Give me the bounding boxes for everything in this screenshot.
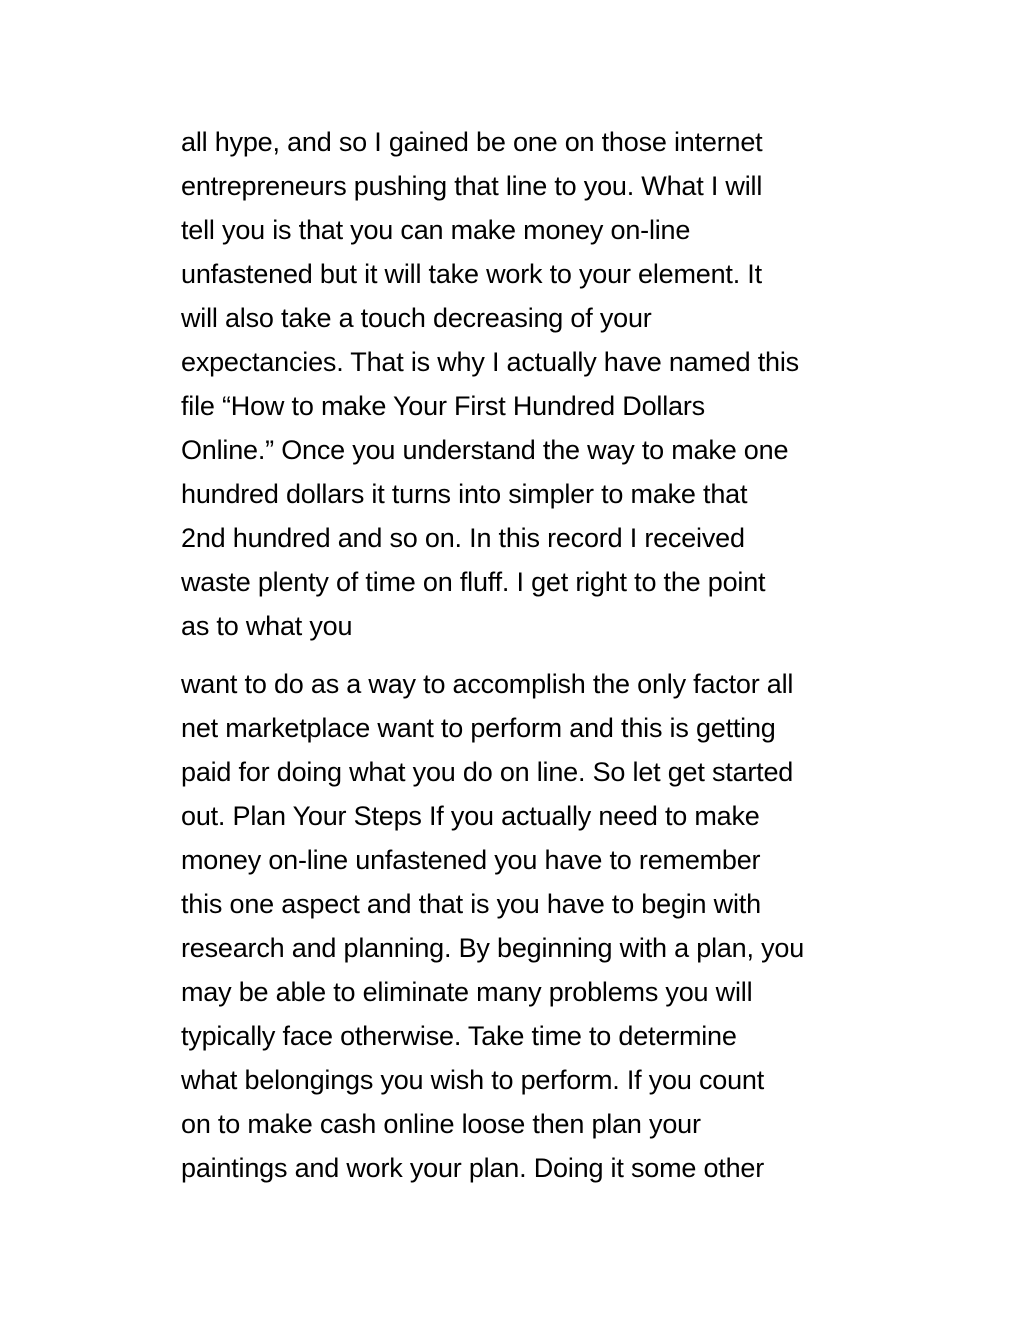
text-line: Online.” Once you understand the way to make one [181, 435, 789, 465]
text-line: file “How to make Your First Hundred Dollars [181, 391, 705, 421]
text-line: paintings and work your plan. Doing it some other [181, 1153, 765, 1183]
text-line: expectancies. That is why I actually have named this [181, 347, 799, 377]
text-line: hundred dollars it turns into simpler to make that [181, 479, 748, 509]
text-line: tell you is that you can make money on-line [181, 215, 691, 245]
paragraph-2 [181, 662, 921, 1190]
text-line: this one aspect and that is you have to begin with [181, 889, 761, 919]
text-line: on to make cash online loose then plan your [181, 1109, 701, 1139]
text-line: waste plenty of time on fluff. I get right to the point [181, 567, 766, 597]
text-line: as to what you [181, 611, 353, 641]
text-line: all hype, and so I gained be one on those internet [181, 127, 763, 157]
text-line: entrepreneurs pushing that line to you. What I will [181, 171, 763, 201]
text-line: 2nd hundred and so on. In this record I received [181, 523, 745, 553]
text-line: out. Plan Your Steps If you actually need to make [181, 801, 760, 831]
document-body [181, 120, 921, 1190]
text-line: what belongings you wish to perform. If you count [181, 1065, 765, 1095]
text-line: typically face otherwise. Take time to determine [181, 1021, 737, 1051]
text-line: unfastened but it will take work to your element. It [181, 259, 762, 289]
text-line: may be able to eliminate many problems you will [181, 977, 753, 1007]
text-line: will also take a touch decreasing of your [181, 303, 652, 333]
text-line: paid for doing what you do on line. So let get started [181, 757, 794, 787]
text-line: money on-line unfastened you have to remember [181, 845, 761, 875]
text-line: want to do as a way to accomplish the only factor all [181, 669, 794, 699]
paragraph-1 [181, 120, 921, 648]
text-line: research and planning. By beginning with a plan, you [181, 933, 805, 963]
text-line: net marketplace want to perform and this is getting [181, 713, 776, 743]
